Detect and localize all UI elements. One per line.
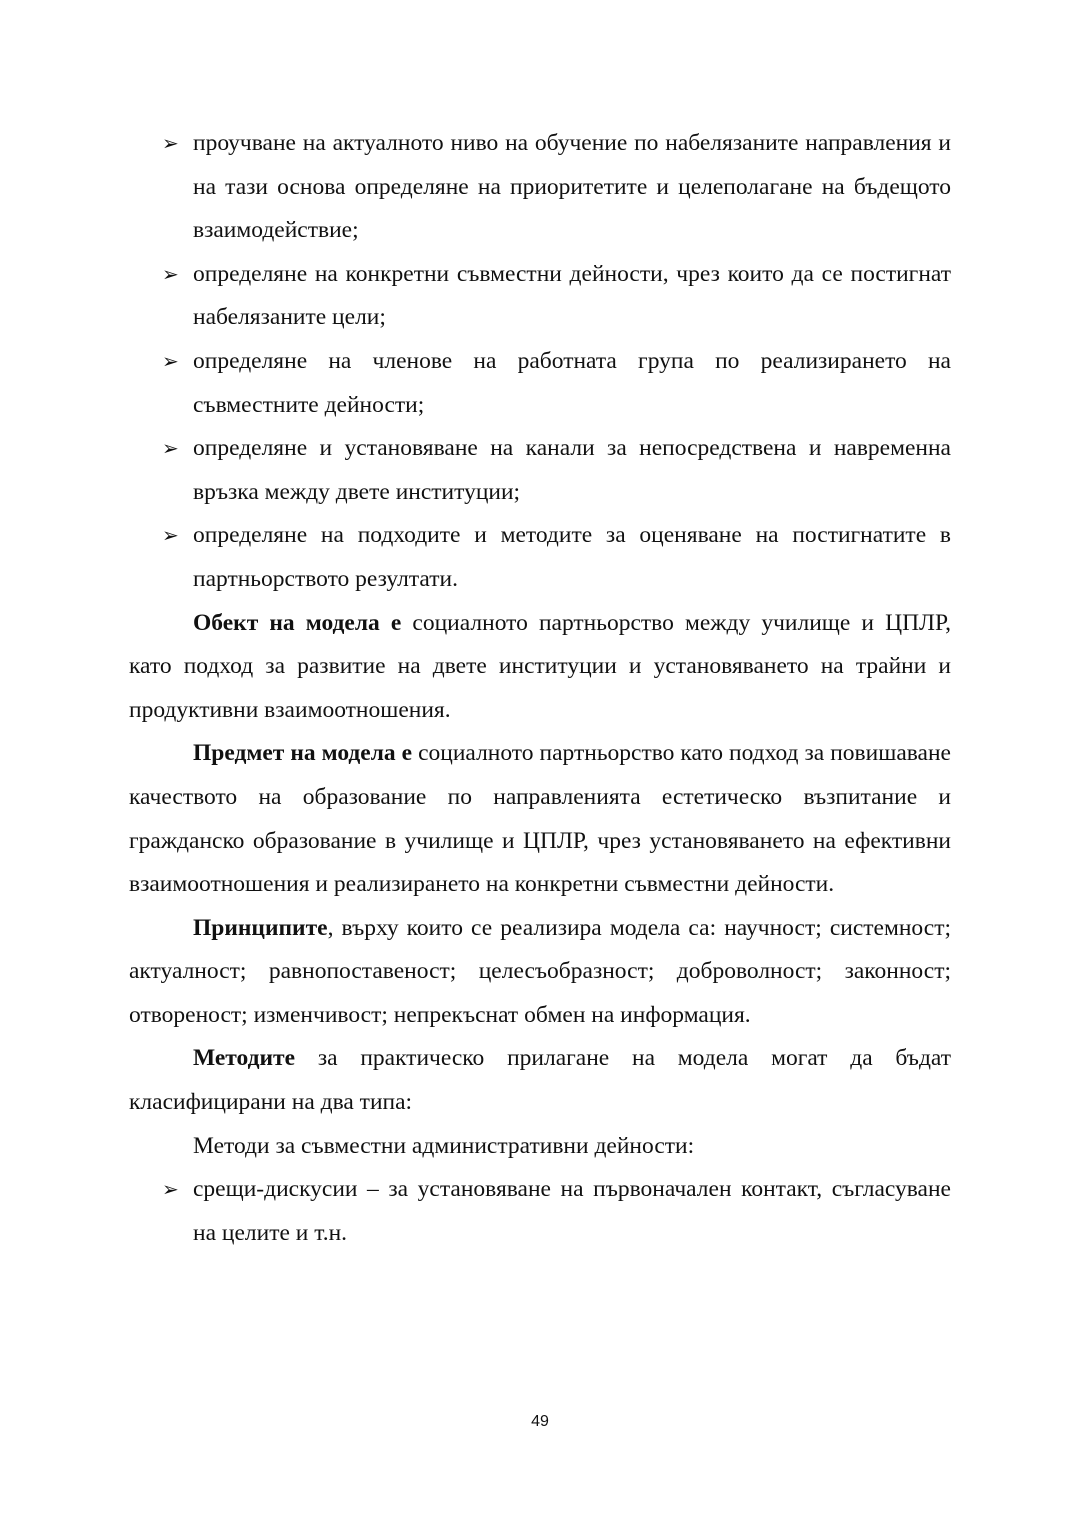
list-item-text: определяне на подходите и методите за оценяване на постигнатите в партньорството резултати.	[193, 522, 951, 592]
list-item	[129, 122, 951, 253]
paragraph-text: за практическо прилагане на модела могат да бъдат класифицирани на два типа:	[129, 1045, 951, 1116]
paragraph-object	[129, 602, 951, 733]
paragraph-text: социалното партньорство като подход за повишаване качеството на образование по направленията естетическо възпитание и гражданско образование в училище и ЦПЛР, чрез установяването на ефективни взаимоотношения и реализирането на конкретни съвместни дейности.	[129, 740, 951, 898]
paragraph-methods-admin: Методи за съвместни административни дейности:	[193, 1132, 695, 1159]
page-number: 49	[531, 1413, 549, 1430]
bullet-list-methods	[129, 1168, 951, 1255]
paragraph-lead: Принципите	[193, 914, 328, 941]
list-item-text: срещи-дискусии – за установяване на първоначален контакт, съгласуване на целите и т.н.	[193, 1176, 951, 1246]
arrow-bullet-icon: ➢	[162, 348, 179, 373]
list-item-text: определяне и установяване на канали за непосредствена и навременна връзка между двете институции;	[193, 435, 951, 505]
paragraph-lead: Методите	[193, 1045, 296, 1072]
paragraph-principles	[129, 907, 951, 1038]
list-item	[129, 1168, 951, 1255]
bullet-list-goals	[129, 122, 951, 602]
list-item-text: определяне на конкретни съвместни дейности, чрез които да се постигнат набелязаните цели;	[193, 260, 951, 331]
paragraph-subject	[129, 732, 951, 906]
list-item-text: проучване на актуалното ниво на обучение по набелязаните направления и на тази основа определяне на приоритетите и целеполагане на бъдещото взаимодействие;	[193, 130, 951, 244]
paragraph-lead: Обект на модела е	[193, 609, 402, 636]
paragraph-lead: Предмет на модела е	[193, 740, 413, 767]
list-item-text: определяне на членове на работната група по реализирането на съвместните дейности;	[193, 347, 951, 418]
body-text	[129, 122, 951, 1255]
arrow-bullet-icon: ➢	[162, 131, 179, 155]
arrow-bullet-icon: ➢	[162, 1177, 179, 1202]
arrow-bullet-icon: ➢	[162, 261, 179, 286]
list-item	[129, 427, 951, 514]
list-item	[129, 340, 951, 427]
paragraph-methods	[129, 1037, 951, 1124]
list-item	[129, 514, 951, 601]
list-item	[129, 253, 951, 340]
paragraph-text: , върху които се реализира модела са: научност; системност; актуалност; равнопоставеност; целесъобразност; доброволност; законност; отвореност; изменчивост; непрекъснат обмен на информация.	[129, 914, 951, 1028]
arrow-bullet-icon: ➢	[162, 523, 179, 548]
arrow-bullet-icon: ➢	[162, 436, 179, 461]
paragraph-text: социалното партньорство между училище и ЦПЛР, като подход за развитие на двете институции и установяването на трайни и продуктивни взаимоотношения.	[129, 609, 951, 723]
